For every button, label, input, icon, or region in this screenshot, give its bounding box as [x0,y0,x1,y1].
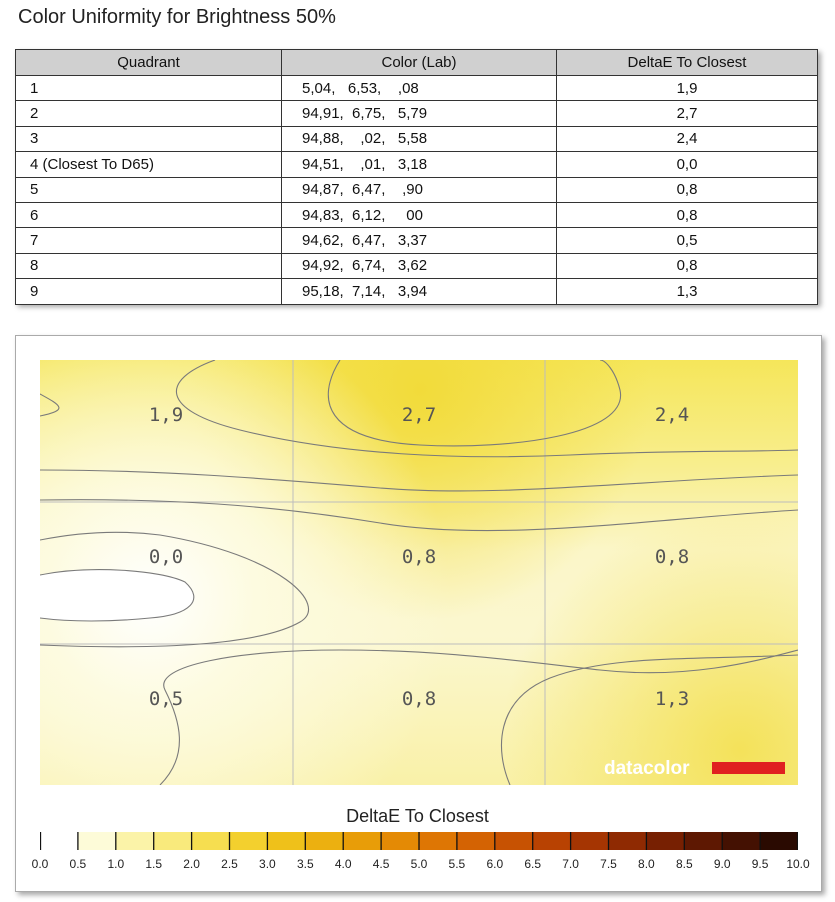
cell-quadrant: 3 [16,126,282,151]
colorbar-segment [533,832,571,850]
cell-quadrant: 1 [16,76,282,101]
colorbar-tick-label: 6.5 [524,857,542,871]
cell-color-lab: 95,18, 7,14, 3,94 [282,279,557,304]
uniformity-table [15,49,818,305]
colorbar-segment [457,832,495,850]
colorbar-segment [722,832,760,850]
datacolor-logo-text: datacolor [604,758,690,779]
colorbar-segment [192,832,230,850]
colorbar-segment [646,832,684,850]
colorbar-tick-label: 2.0 [183,857,200,871]
colorbar-segment [571,832,609,850]
colorbar-tick-label: 2.5 [221,857,238,871]
cell-deltae: 0,0 [557,152,818,177]
colorbar-tick-label: 1.5 [145,857,163,871]
cell-deltae: 0,8 [557,177,818,202]
table-row [16,177,818,202]
cell-quadrant: 9 [16,279,282,304]
uniformity-heatmap [40,360,798,785]
cell-color-lab: 94,62, 6,47, 3,37 [282,228,557,253]
colorbar-tick-label: 8.0 [638,857,655,871]
header-deltae: DeltaE To Closest [557,50,818,76]
colorbar-segment [78,832,116,850]
table-row [16,126,818,151]
table-row [16,253,818,278]
heatmap-cell-label: 1,9 [148,404,184,426]
colorbar-tick-label: 3.0 [259,857,276,871]
cell-quadrant: 2 [16,101,282,126]
cell-color-lab: 94,88, ,02, 5,58 [282,126,557,151]
colorbar-tick-label: 1.0 [107,857,125,871]
colorbar-tick-label: 7.0 [562,857,579,871]
cell-deltae: 1,9 [557,76,818,101]
cell-color-lab: 94,92, 6,74, 3,62 [282,253,557,278]
table-row [16,202,818,227]
table-row [16,279,818,304]
cell-deltae: 2,7 [557,101,818,126]
datacolor-logo-bar [712,762,785,774]
colorbar [40,832,798,850]
table-row [16,228,818,253]
heatmap-cell-label: 0,8 [401,688,437,710]
colorbar-tick-label: 9.0 [713,857,731,871]
cell-deltae: 0,5 [557,228,818,253]
colorbar-segment [381,832,419,850]
colorbar-tick-label: 6.0 [486,857,504,871]
cell-quadrant: 7 [16,228,282,253]
cell-quadrant: 8 [16,253,282,278]
colorbar-segment [419,832,457,850]
colorbar-tick-label: 9.5 [751,857,769,871]
colorbar-tick-label: 3.5 [296,857,314,871]
colorbar-segment [40,832,78,850]
colorbar-tick-label: 5.5 [448,857,466,871]
colorbar-tick-label: 7.5 [600,857,617,871]
colorbar-tick-labels [0,857,835,873]
colorbar-segment [343,832,381,850]
cell-quadrant: 6 [16,202,282,227]
cell-deltae: 2,4 [557,126,818,151]
heatmap-cell-label: 2,7 [401,404,437,426]
colorbar-tick-label: 4.0 [334,857,352,871]
cell-quadrant: 5 [16,177,282,202]
cell-quadrant: 4 (Closest To D65) [16,152,282,177]
header-color-lab: Color (Lab) [282,50,557,76]
colorbar-tick-label: 10.0 [786,857,810,871]
colorbar-title: DeltaE To Closest [346,806,489,826]
cell-color-lab: 94,83, 6,12, 00 [282,202,557,227]
colorbar-segment [305,832,343,850]
cell-deltae: 0,8 [557,253,818,278]
heatmap-cell-label: 0,8 [401,546,437,568]
cell-deltae: 1,3 [557,279,818,304]
cell-color-lab: 94,91, 6,75, 5,79 [282,101,557,126]
colorbar-segment [154,832,192,850]
colorbar-tick-label: 0.5 [69,857,87,871]
colorbar-tick-label: 8.5 [675,857,693,871]
colorbar-segment [495,832,533,850]
table-row [16,76,818,101]
cell-deltae: 0,8 [557,202,818,227]
colorbar-segment [116,832,154,850]
page-title: Color Uniformity for Brightness 50% [18,6,336,28]
heatmap-cell-label: 0,0 [148,546,184,568]
cell-color-lab: 94,51, ,01, 3,18 [282,152,557,177]
heatmap-svg [40,360,798,785]
colorbar-segment [684,832,722,850]
table-row [16,152,818,177]
colorbar-segment [760,832,798,850]
table-row [16,101,818,126]
colorbar-segment [609,832,647,850]
colorbar-segment [267,832,305,850]
heatmap-cell-label: 1,3 [654,688,690,710]
header-quadrant: Quadrant [16,50,282,76]
heatmap-cell-label: 0,5 [148,688,184,710]
colorbar-tick-label: 4.5 [372,857,390,871]
colorbar-tick-label: 5.0 [410,857,428,871]
colorbar-segment [230,832,268,850]
heatmap-cell-label: 0,8 [654,546,690,568]
uniformity-table-container [15,49,818,304]
heatmap-cell-label: 2,4 [654,404,690,426]
cell-color-lab: 5,04, 6,53, ,08 [282,76,557,101]
colorbar-tick-label: 0.0 [31,857,49,871]
cell-color-lab: 94,87, 6,47, ,90 [282,177,557,202]
table-header-row [16,50,818,76]
